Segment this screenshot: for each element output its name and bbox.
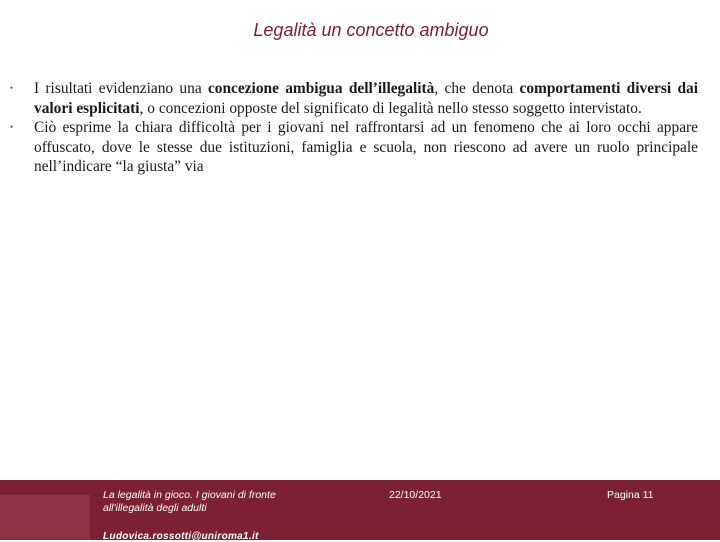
bullet-text-segment: , o concezioni opposte del significato di legalità nello stesso soggetto intervistato.: [139, 99, 642, 117]
bullet-item-1: [10, 79, 698, 118]
bullet-text-bold-segment: concezione ambigua dell’illegalità: [207, 80, 435, 97]
footer-source: La legalità in gioco. I giovani di fronte all'illegalità degli adulti: [103, 489, 276, 514]
footer-email: Ludovica.rossotti@uniroma1.it: [103, 531, 259, 542]
footer-page-number: Pagina 11: [607, 489, 654, 501]
slide-title: Legalità un concetto ambiguo: [253, 20, 489, 40]
footer-date: 22/10/2021: [389, 489, 442, 501]
bullet-marker: •: [10, 122, 14, 132]
footer-accent-block: [0, 495, 90, 540]
bullet-text-segment: Ciò esprime la chiara difficoltà per i giovani nel raffrontarsi ad un fenomeno che ai loro occhi appare offuscato, dove le stesse due istituzioni, famiglia e scuola, non riescono ad avere un ruolo principale nell’indicare “la giusta” via: [34, 119, 698, 175]
bullet-item-2: [10, 118, 698, 177]
bullet-text-segment: , che denota: [434, 80, 520, 97]
bullet-text-segment: I risultati evidenziano una: [34, 80, 208, 97]
bullet-text-bold-segment: comportamenti diversi dai valori esplicitati: [34, 80, 698, 117]
bullet-marker: •: [10, 83, 14, 93]
bullet-list: [10, 79, 698, 177]
